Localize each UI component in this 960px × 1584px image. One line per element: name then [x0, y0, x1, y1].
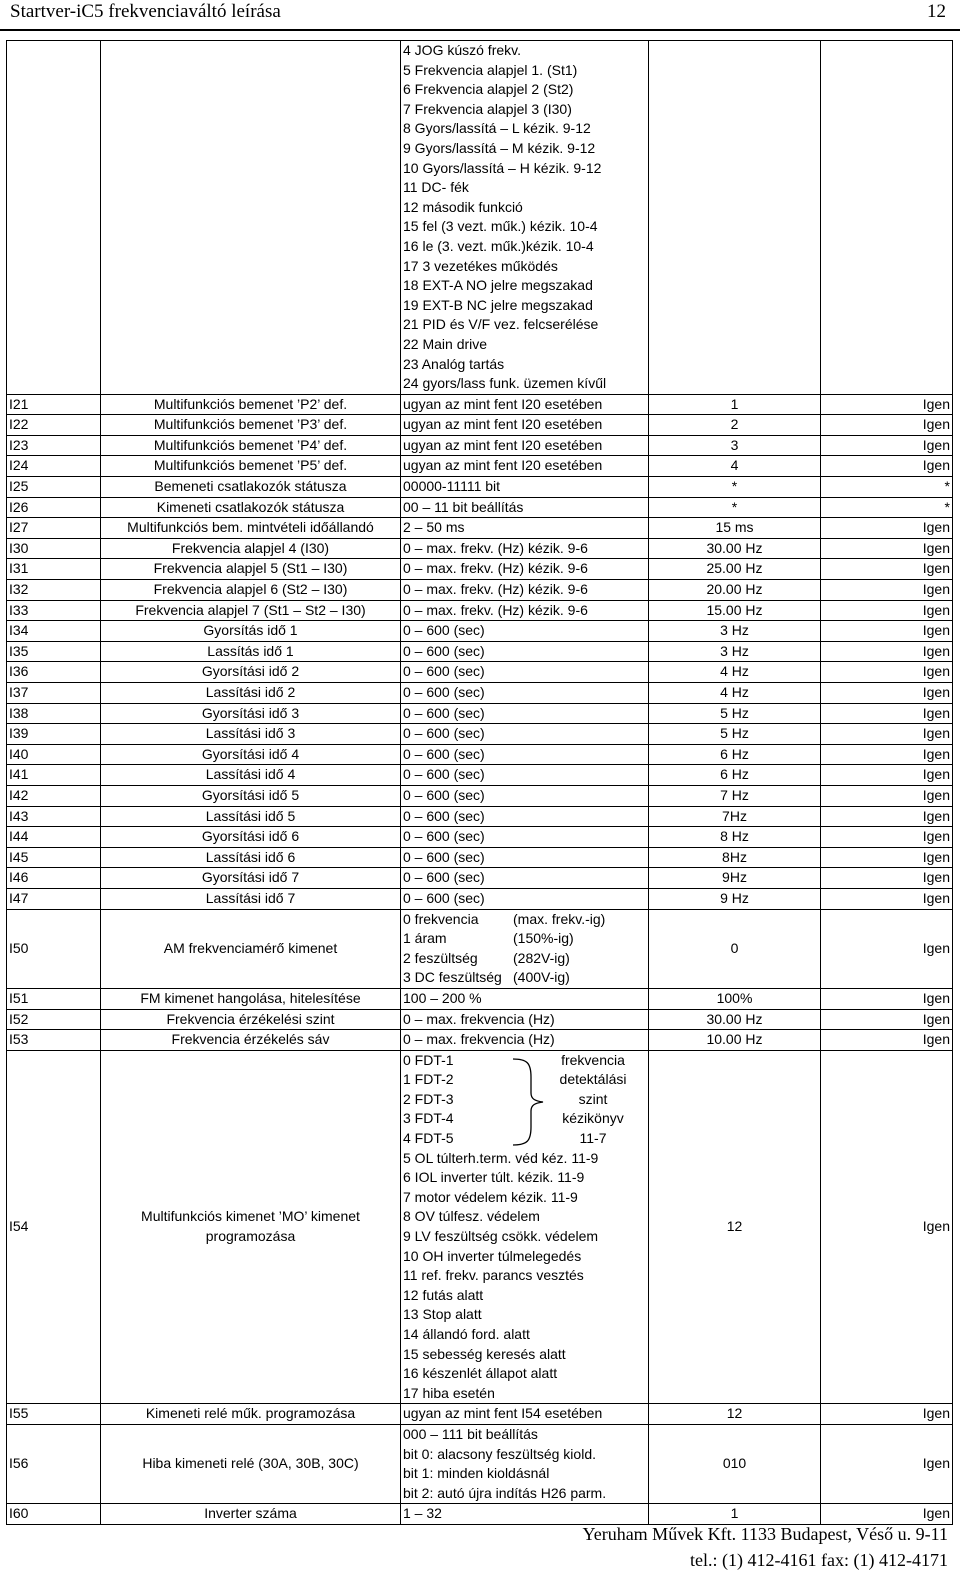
- param-code: I32: [7, 580, 101, 601]
- param-range: ugyan az mint fent I20 esetében: [401, 456, 649, 477]
- option-line: 6 Frekvencia alapjel 2 (St2): [403, 81, 574, 98]
- param-code: I21: [7, 394, 101, 415]
- param-name: Lassítási idő 3: [101, 724, 401, 745]
- param-modifiable: Igen: [821, 580, 953, 601]
- param-name: [101, 1050, 401, 1404]
- param-name: Multifunkciós bemenet ’P2’ def.: [101, 394, 401, 415]
- table-row-i54: [7, 1050, 953, 1404]
- param-default: 12: [649, 1050, 821, 1404]
- param-range: 2 – 50 ms: [401, 518, 649, 539]
- param-modifiable: *: [821, 497, 953, 518]
- param-default: 30.00 Hz: [649, 538, 821, 559]
- param-modifiable: Igen: [821, 662, 953, 683]
- param-name: AM frekvenciamérő kimenet: [101, 909, 401, 988]
- param-modifiable: Igen: [821, 415, 953, 436]
- table-row: [7, 785, 953, 806]
- option-line: 6 IOL inverter túlt. kézik. 11-9: [403, 1169, 585, 1186]
- option-line: 000 – 111 bit beállítás: [403, 1426, 538, 1442]
- param-range: ugyan az mint fent I20 esetében: [401, 415, 649, 436]
- param-modifiable: Igen: [821, 1404, 953, 1425]
- param-modifiable: Igen: [821, 621, 953, 642]
- param-range: ugyan az mint fent I54 esetében: [401, 1404, 649, 1425]
- param-name: Multifunkciós bem. mintvételi időállandó: [101, 518, 401, 539]
- option-limit: (150%-ig): [513, 930, 574, 947]
- param-name: Frekvencia alapjel 4 (I30): [101, 538, 401, 559]
- param-modifiable: Igen: [821, 847, 953, 868]
- param-range: 0 – 600 (sec): [401, 868, 649, 889]
- param-code: I56: [7, 1425, 101, 1504]
- param-range: 0 – 600 (sec): [401, 662, 649, 683]
- param-code: I38: [7, 703, 101, 724]
- param-modifiable: Igen: [821, 1425, 953, 1504]
- param-default: 0: [649, 909, 821, 988]
- fdt-option: 3 FDT-4: [403, 1110, 454, 1127]
- table-row: [7, 1030, 953, 1051]
- table-row: [7, 559, 953, 580]
- param-code: I44: [7, 827, 101, 848]
- param-range: 0 – 600 (sec): [401, 724, 649, 745]
- param-code: I37: [7, 683, 101, 704]
- param-modifiable: Igen: [821, 988, 953, 1009]
- param-range: 0 – 600 (sec): [401, 621, 649, 642]
- option-line: 23 Analóg tartás: [403, 355, 505, 372]
- param-default: 6 Hz: [649, 744, 821, 765]
- document-title: Startver-iC5 frekvenciaváltó leírása: [10, 1, 281, 22]
- param-default: 6 Hz: [649, 765, 821, 786]
- table-row: [7, 662, 953, 683]
- option-line: 13 Stop alatt: [403, 1306, 482, 1323]
- param-range: 0 – 600 (sec): [401, 641, 649, 662]
- param-modifiable: Igen: [821, 1050, 953, 1404]
- param-default: 4: [649, 456, 821, 477]
- param-code: I43: [7, 806, 101, 827]
- fdt-option: 2 FDT-3: [403, 1090, 454, 1107]
- param-code: I40: [7, 744, 101, 765]
- param-modifiable: Igen: [821, 1504, 953, 1525]
- footer-company-line: Yeruham Művek Kft. 1133 Budapest, Véső u. 9-11: [582, 1524, 948, 1544]
- param-name: Lassítási idő 4: [101, 765, 401, 786]
- param-range: 0 – max. frekv. (Hz) kézik. 9-6: [401, 580, 649, 601]
- option-line: 12 futás alatt: [403, 1286, 484, 1303]
- page-number: 12: [927, 1, 946, 22]
- curly-brace-icon: [509, 1057, 549, 1147]
- table-row: [7, 1009, 953, 1030]
- param-name: Multifunkciós bemenet ’P4’ def.: [101, 435, 401, 456]
- option-line: 16 készenlét állapot alatt: [403, 1365, 558, 1382]
- param-code: I60: [7, 1504, 101, 1525]
- table-row: [7, 580, 953, 601]
- param-name: Gyorsítási idő 3: [101, 703, 401, 724]
- param-default: 1: [649, 1504, 821, 1525]
- param-range: 0 – max. frekvencia (Hz): [401, 1030, 649, 1051]
- param-default: 3: [649, 435, 821, 456]
- option-name: 1 áram: [403, 930, 447, 947]
- param-name: Lassítási idő 2: [101, 683, 401, 704]
- param-modifiable: Igen: [821, 888, 953, 909]
- param-name: Hiba kimeneti relé (30A, 30B, 30C): [101, 1425, 401, 1504]
- option-name: 0 frekvencia: [403, 910, 479, 927]
- table-row: [7, 847, 953, 868]
- param-modifiable: Igen: [821, 1009, 953, 1030]
- fdt-description-line: frekvencia: [561, 1051, 625, 1068]
- param-range: 00 – 11 bit beállítás: [401, 497, 649, 518]
- param-code: I33: [7, 600, 101, 621]
- param-default: 15 ms: [649, 518, 821, 539]
- param-name: Lassítási idő 7: [101, 888, 401, 909]
- option-line: 8 OV túlfesz. védelem: [403, 1208, 540, 1225]
- param-default: 8 Hz: [649, 827, 821, 848]
- param-code: I23: [7, 435, 101, 456]
- table-row: [7, 724, 953, 745]
- param-name: Bemeneti csatlakozók státusza: [101, 477, 401, 498]
- param-default: 5 Hz: [649, 703, 821, 724]
- param-code: I50: [7, 909, 101, 988]
- option-line: 24 gyors/lass funk. üzemen kívűl: [403, 375, 607, 392]
- option-line: 16 le (3. vezt. műk.)kézik. 10-4: [403, 237, 594, 254]
- param-modifiable: Igen: [821, 703, 953, 724]
- table-row: [7, 641, 953, 662]
- param-default: 30.00 Hz: [649, 1009, 821, 1030]
- param-modifiable: Igen: [821, 806, 953, 827]
- param-default: 20.00 Hz: [649, 580, 821, 601]
- option-line: [403, 968, 646, 988]
- table-row: [7, 394, 953, 415]
- param-code: I51: [7, 988, 101, 1009]
- param-modifiable: Igen: [821, 909, 953, 988]
- fdt-option: 0 FDT-1: [403, 1051, 454, 1068]
- option-line: 19 EXT-B NC jelre megszakad: [403, 296, 593, 313]
- param-name: Frekvencia alapjel 6 (St2 – I30): [101, 580, 401, 601]
- param-modifiable: Igen: [821, 765, 953, 786]
- param-modifiable: Igen: [821, 600, 953, 621]
- option-line: 14 állandó ford. alatt: [403, 1326, 530, 1343]
- param-code: I31: [7, 559, 101, 580]
- table-row: [7, 518, 953, 539]
- fdt-option: 1 FDT-2: [403, 1071, 454, 1088]
- param-name: Gyorsítási idő 7: [101, 868, 401, 889]
- parameter-table-body: [7, 41, 953, 1525]
- option-line: 15 sebesség keresés alatt: [403, 1345, 566, 1362]
- param-range: 0 – 600 (sec): [401, 765, 649, 786]
- param-range: 0 – 600 (sec): [401, 703, 649, 724]
- option-line: bit 2: autó újra indítás H26 parm.: [403, 1484, 607, 1501]
- table-row: [7, 456, 953, 477]
- option-line: [403, 949, 646, 969]
- param-default: 7Hz: [649, 806, 821, 827]
- table-row: [7, 744, 953, 765]
- param-default: 12: [649, 1404, 821, 1425]
- param-modifiable: *: [821, 477, 953, 498]
- param-range: [401, 909, 649, 988]
- option-limit: (max. frekv.-ig): [513, 910, 606, 927]
- param-modifiable: Igen: [821, 394, 953, 415]
- table-row: [7, 477, 953, 498]
- fdt-description-line: szint: [578, 1090, 608, 1107]
- option-line: 8 Gyors/lassítá – L kézik. 9-12: [403, 120, 591, 137]
- param-code: I47: [7, 888, 101, 909]
- option-limit: (282V-ig): [513, 949, 570, 966]
- option-name: 3 DC feszültség: [403, 969, 502, 986]
- table-row: [7, 703, 953, 724]
- param-range: 0 – max. frekv. (Hz) kézik. 9-6: [401, 600, 649, 621]
- param-code: I34: [7, 621, 101, 642]
- option-line: 15 fel (3 vezt. műk.) kézik. 10-4: [403, 218, 598, 235]
- table-row: [7, 415, 953, 436]
- option-name: 2 feszültség: [403, 949, 478, 966]
- param-code: I42: [7, 785, 101, 806]
- param-range: ugyan az mint fent I20 esetében: [401, 435, 649, 456]
- param-name: Gyorsítás idő 1: [101, 621, 401, 642]
- option-line: 10 OH inverter túlmelegedés: [403, 1247, 582, 1264]
- param-range: 0 – 600 (sec): [401, 847, 649, 868]
- param-default: 9 Hz: [649, 888, 821, 909]
- param-name: Frekvencia érzékelés sáv: [101, 1030, 401, 1051]
- param-name: Frekvencia érzékelési szint: [101, 1009, 401, 1030]
- fdt-option: 4 FDT-5: [403, 1130, 454, 1147]
- param-default: 10.00 Hz: [649, 1030, 821, 1051]
- param-default: *: [649, 477, 821, 498]
- table-row: [7, 600, 953, 621]
- param-range: 100 – 200 %: [401, 988, 649, 1009]
- param-modifiable: Igen: [821, 456, 953, 477]
- option-line: 17 hiba esetén: [403, 1384, 495, 1401]
- param-default: 1: [649, 394, 821, 415]
- param-range: 0 – 600 (sec): [401, 827, 649, 848]
- param-name: Multifunkciós bemenet ’P5’ def.: [101, 456, 401, 477]
- table-row: [7, 538, 953, 559]
- table-row: [7, 888, 953, 909]
- option-line: bit 1: minden kioldásnál: [403, 1465, 550, 1482]
- option-line: 9 Gyors/lassítá – M kézik. 9-12: [403, 139, 596, 156]
- param-range: [401, 1425, 649, 1504]
- param-code: I52: [7, 1009, 101, 1030]
- param-name: Kimeneti relé műk. programozása: [101, 1404, 401, 1425]
- header-rule: [0, 29, 960, 31]
- param-default: 3 Hz: [649, 621, 821, 642]
- param-code: I53: [7, 1030, 101, 1051]
- table-row: [7, 765, 953, 786]
- option-line: 10 Gyors/lassítá – H kézik. 9-12: [403, 159, 602, 176]
- i20-option-list: [401, 41, 649, 395]
- param-modifiable: Igen: [821, 724, 953, 745]
- param-modifiable: Igen: [821, 518, 953, 539]
- param-code: I54: [7, 1050, 101, 1404]
- param-modifiable: Igen: [821, 641, 953, 662]
- param-name: FM kimenet hangolása, hitelesítése: [101, 988, 401, 1009]
- default-cell: [649, 41, 821, 395]
- param-modifiable: Igen: [821, 744, 953, 765]
- param-range: 0 – max. frekv. (Hz) kézik. 9-6: [401, 538, 649, 559]
- param-default: 9Hz: [649, 868, 821, 889]
- param-name: Gyorsítási idő 2: [101, 662, 401, 683]
- param-modifiable: Igen: [821, 868, 953, 889]
- table-row-i56: [7, 1425, 953, 1504]
- option-line: 7 Frekvencia alapjel 3 (I30): [403, 100, 572, 117]
- param-code: I27: [7, 518, 101, 539]
- param-range: 0 – 600 (sec): [401, 683, 649, 704]
- param-range: 0 – max. frekvencia (Hz): [401, 1009, 649, 1030]
- param-default: 3 Hz: [649, 641, 821, 662]
- table-row: [7, 827, 953, 848]
- fdt-description-line: 11-7: [579, 1130, 607, 1147]
- option-line: [403, 910, 646, 930]
- code-cell: [7, 41, 101, 395]
- param-modifiable: Igen: [821, 827, 953, 848]
- table-row: [7, 497, 953, 518]
- param-code: I45: [7, 847, 101, 868]
- param-range: 0 – 600 (sec): [401, 744, 649, 765]
- param-default: *: [649, 497, 821, 518]
- param-range: ugyan az mint fent I20 esetében: [401, 394, 649, 415]
- param-default: 2: [649, 415, 821, 436]
- param-modifiable: Igen: [821, 559, 953, 580]
- parameter-table: [6, 40, 953, 1525]
- option-line: bit 0: alacsony feszültség kiold.: [403, 1445, 596, 1462]
- table-row: [7, 1404, 953, 1425]
- param-name: Lassítás idő 1: [101, 641, 401, 662]
- option-line: 9 LV feszültség csökk. védelem: [403, 1228, 599, 1245]
- param-modifiable: Igen: [821, 435, 953, 456]
- option-line: 18 EXT-A NO jelre megszakad: [403, 277, 593, 294]
- param-code: I39: [7, 724, 101, 745]
- param-range: 0 – 600 (sec): [401, 806, 649, 827]
- option-line: 21 PID és V/F vez. felcserélése: [403, 316, 599, 333]
- param-name-line: programozása: [205, 1228, 296, 1245]
- table-row: [7, 435, 953, 456]
- param-modifiable: Igen: [821, 538, 953, 559]
- param-code: I22: [7, 415, 101, 436]
- option-line: 12 második funkció: [403, 198, 523, 215]
- param-default: 8Hz: [649, 847, 821, 868]
- fdt-description-line: detektálási: [559, 1071, 627, 1088]
- param-name: Gyorsítási idő 5: [101, 785, 401, 806]
- fdt-group: [403, 1051, 646, 1149]
- param-range: 00000-11111 bit: [401, 477, 649, 498]
- param-code: I36: [7, 662, 101, 683]
- param-name: Lassítási idő 5: [101, 806, 401, 827]
- param-name: Lassítási idő 6: [101, 847, 401, 868]
- param-default: 25.00 Hz: [649, 559, 821, 580]
- param-name-line: Multifunkciós kimenet ’MO’ kimenet: [141, 1208, 360, 1225]
- param-default: 7 Hz: [649, 785, 821, 806]
- param-range: 0 – max. frekv. (Hz) kézik. 9-6: [401, 559, 649, 580]
- footer-contact-line: tel.: (1) 412-4161 fax: (1) 412-4171: [690, 1550, 948, 1570]
- param-name: Kimeneti csatlakozók státusza: [101, 497, 401, 518]
- param-default: 5 Hz: [649, 724, 821, 745]
- param-code: I55: [7, 1404, 101, 1425]
- option-line: 5 Frekvencia alapjel 1. (St1): [403, 61, 578, 78]
- fdt-description-line: kézikönyv: [562, 1110, 624, 1127]
- param-default: 100%: [649, 988, 821, 1009]
- option-limit: (400V-ig): [513, 969, 570, 986]
- param-name: Gyorsítási idő 4: [101, 744, 401, 765]
- param-range: [401, 1050, 649, 1404]
- table-row: [7, 683, 953, 704]
- fdt-description: [533, 1051, 649, 1149]
- param-range: 0 – 600 (sec): [401, 888, 649, 909]
- param-code: I26: [7, 497, 101, 518]
- param-name: Multifunkciós bemenet ’P3’ def.: [101, 415, 401, 436]
- name-cell: [101, 41, 401, 395]
- option-line: 22 Main drive: [403, 335, 488, 352]
- table-row: [7, 806, 953, 827]
- param-modifiable: Igen: [821, 785, 953, 806]
- table-row-i20-continued: [7, 41, 953, 395]
- option-line: 11 DC- fék: [403, 179, 469, 196]
- param-code: I35: [7, 641, 101, 662]
- param-name: Inverter száma: [101, 1504, 401, 1525]
- option-line: [403, 929, 646, 949]
- param-default: 010: [649, 1425, 821, 1504]
- param-modifiable: Igen: [821, 683, 953, 704]
- table-row-i50: [7, 909, 953, 988]
- table-row: [7, 868, 953, 889]
- param-name: Gyorsítási idő 6: [101, 827, 401, 848]
- param-code: I46: [7, 868, 101, 889]
- modify-cell: [821, 41, 953, 395]
- param-default: 15.00 Hz: [649, 600, 821, 621]
- option-line: 4 JOG kúszó frekv.: [403, 42, 521, 58]
- page-header: [0, 0, 960, 34]
- param-code: I25: [7, 477, 101, 498]
- table-row: [7, 621, 953, 642]
- option-line: 7 motor védelem kézik. 11-9: [403, 1188, 578, 1205]
- param-code: I24: [7, 456, 101, 477]
- param-name: Frekvencia alapjel 5 (St1 – I30): [101, 559, 401, 580]
- param-range: 0 – 600 (sec): [401, 785, 649, 806]
- param-default: 4 Hz: [649, 662, 821, 683]
- param-modifiable: Igen: [821, 1030, 953, 1051]
- param-code: I41: [7, 765, 101, 786]
- page-footer: [583, 1521, 948, 1573]
- param-default: 4 Hz: [649, 683, 821, 704]
- option-line: 11 ref. frekv. parancs vesztés: [403, 1267, 584, 1284]
- param-name: Frekvencia alapjel 7 (St1 – St2 – I30): [101, 600, 401, 621]
- option-line: 5 OL túlterh.term. véd kéz. 11-9: [403, 1149, 599, 1166]
- option-line: 17 3 vezetékes működés: [403, 257, 558, 274]
- table-row: [7, 988, 953, 1009]
- param-code: I30: [7, 538, 101, 559]
- param-range: 1 – 32: [401, 1504, 649, 1525]
